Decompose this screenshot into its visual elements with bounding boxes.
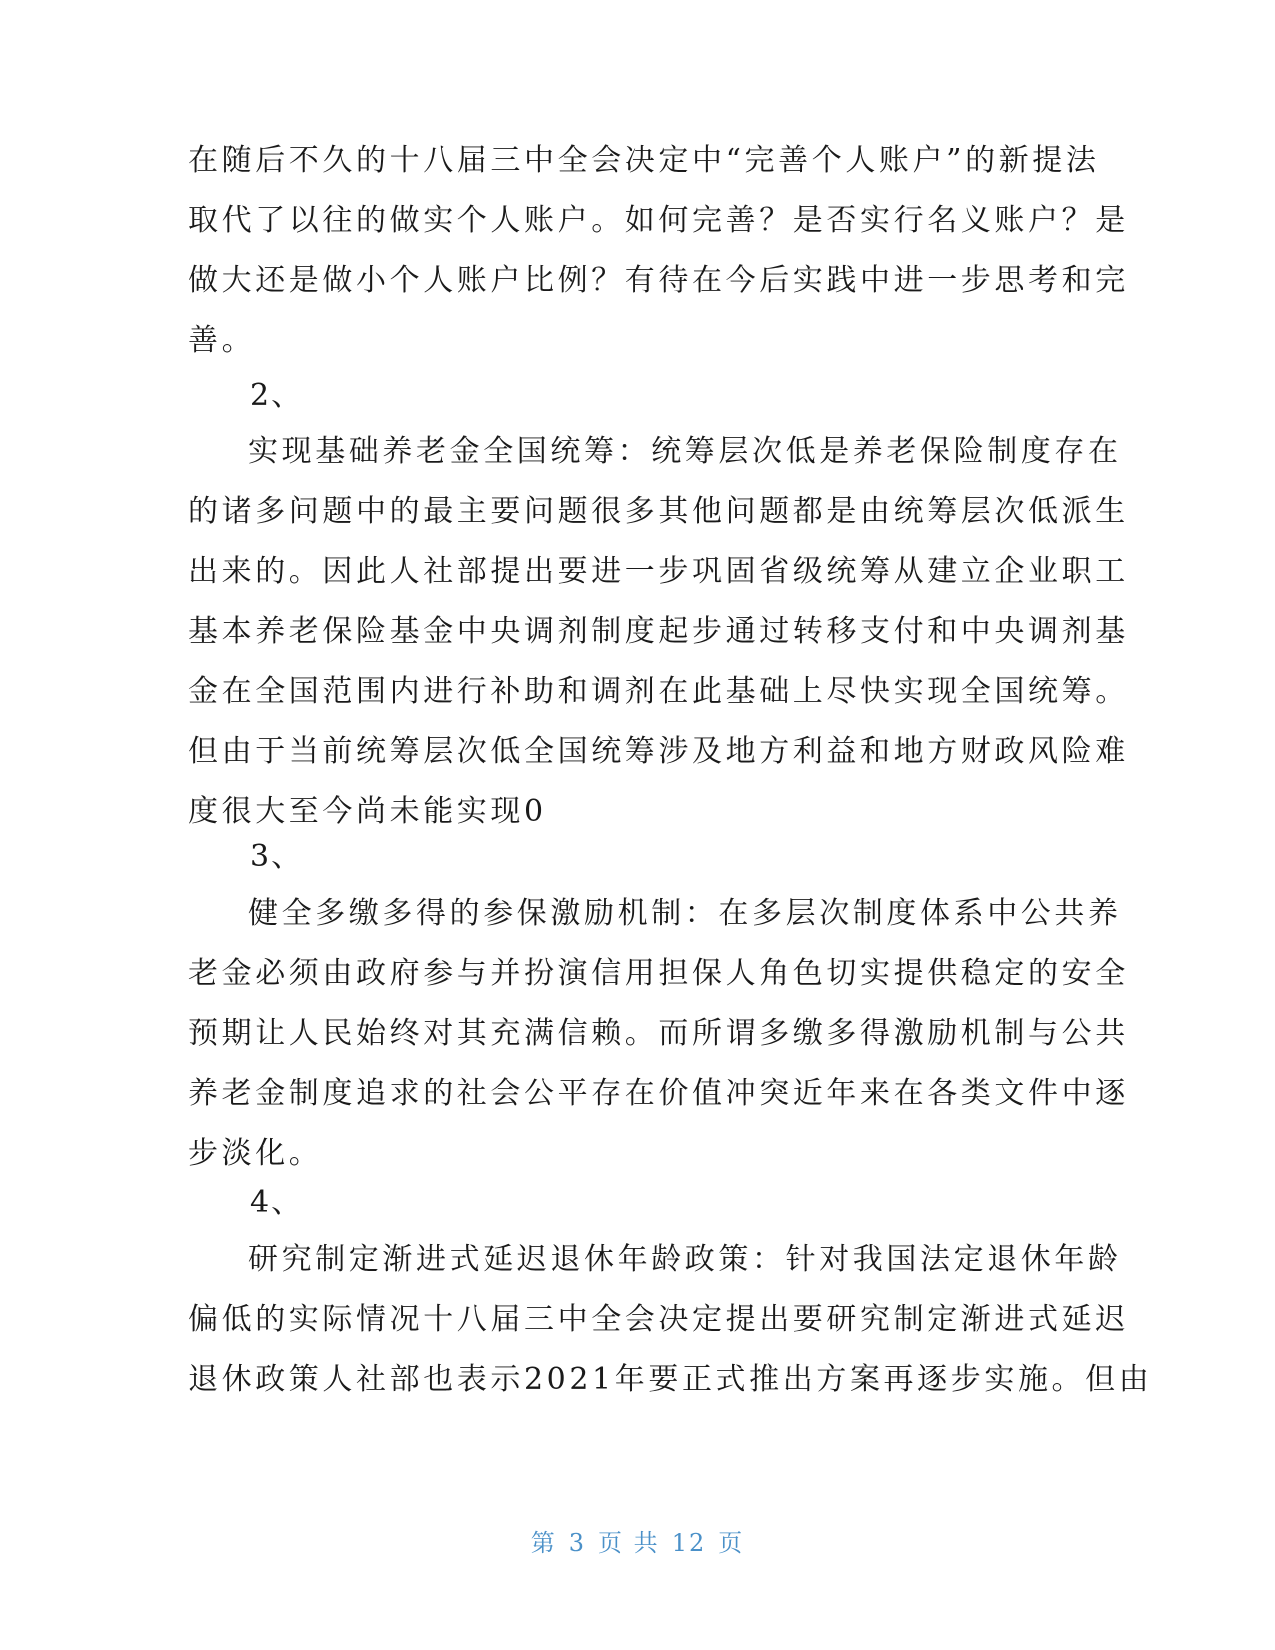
text-line: 取代了以往的做实个人账户。如何完善？是否实行名义账户？是 [188,203,1129,238]
text-line: 退休政策人社部也表示2021年要正式推出方案再逐步实施。但由 [188,1362,1153,1397]
text-line: 但由于当前统筹层次低全国统筹涉及地方利益和地方财政风险难 [188,734,1129,769]
item-number-3: 3、 [250,839,304,874]
total-page-number: 12 [671,1529,707,1557]
text-line: 健全多缴多得的参保激励机制：在多层次制度体系中公共养 [248,896,1122,931]
footer-prefix: 第 [530,1529,557,1557]
footer-suffix: 页 [718,1529,745,1557]
item-number-2: 2、 [250,378,304,413]
text-line: 做大还是做小个人账户比例？有待在今后实践中进一步思考和完 [188,263,1129,298]
text-line: 出来的。因此人社部提出要进一步巩固省级统筹从建立企业职工 [188,554,1129,589]
text-line: 金在全国范围内进行补助和调剂在此基础上尽快实现全国统筹。 [188,674,1129,709]
text-line: 在随后不久的十八届三中全会决定中“完善个人账户”的新提法 [188,143,1100,178]
text-line: 善。 [188,323,256,358]
item-number-4: 4、 [250,1185,304,1220]
text-line: 老金必须由政府参与并扮演信用担保人角色切实提供稳定的安全 [188,956,1129,991]
page-footer [0,1528,1275,1558]
paragraph-item-2 [188,422,1129,842]
paragraph-intro [188,131,1129,371]
text-line: 预期让人民始终对其充满信赖。而所谓多缴多得激励机制与公共 [188,1016,1129,1051]
text-line: 基本养老保险基金中央调剂制度起步通过转移支付和中央调剂基 [188,614,1129,649]
paragraph-item-4 [188,1230,1153,1410]
text-line: 的诸多问题中的最主要问题很多其他问题都是由统筹层次低派生 [188,494,1129,529]
current-page-number: 3 [568,1529,587,1557]
paragraph-item-3 [188,884,1129,1184]
text-line: 研究制定渐进式延迟退休年龄政策：针对我国法定退休年龄 [248,1242,1122,1277]
text-line: 度很大至今尚未能实现0 [188,794,547,829]
text-line: 实现基础养老金全国统筹：统筹层次低是养老保险制度存在 [248,434,1122,469]
footer-middle: 页 共 [598,1529,660,1557]
text-line: 养老金制度追求的社会公平存在价值冲突近年来在各类文件中逐 [188,1076,1129,1111]
text-line: 步淡化。 [188,1136,323,1171]
text-line: 偏低的实际情况十八届三中全会决定提出要研究制定渐进式延迟 [188,1302,1129,1337]
